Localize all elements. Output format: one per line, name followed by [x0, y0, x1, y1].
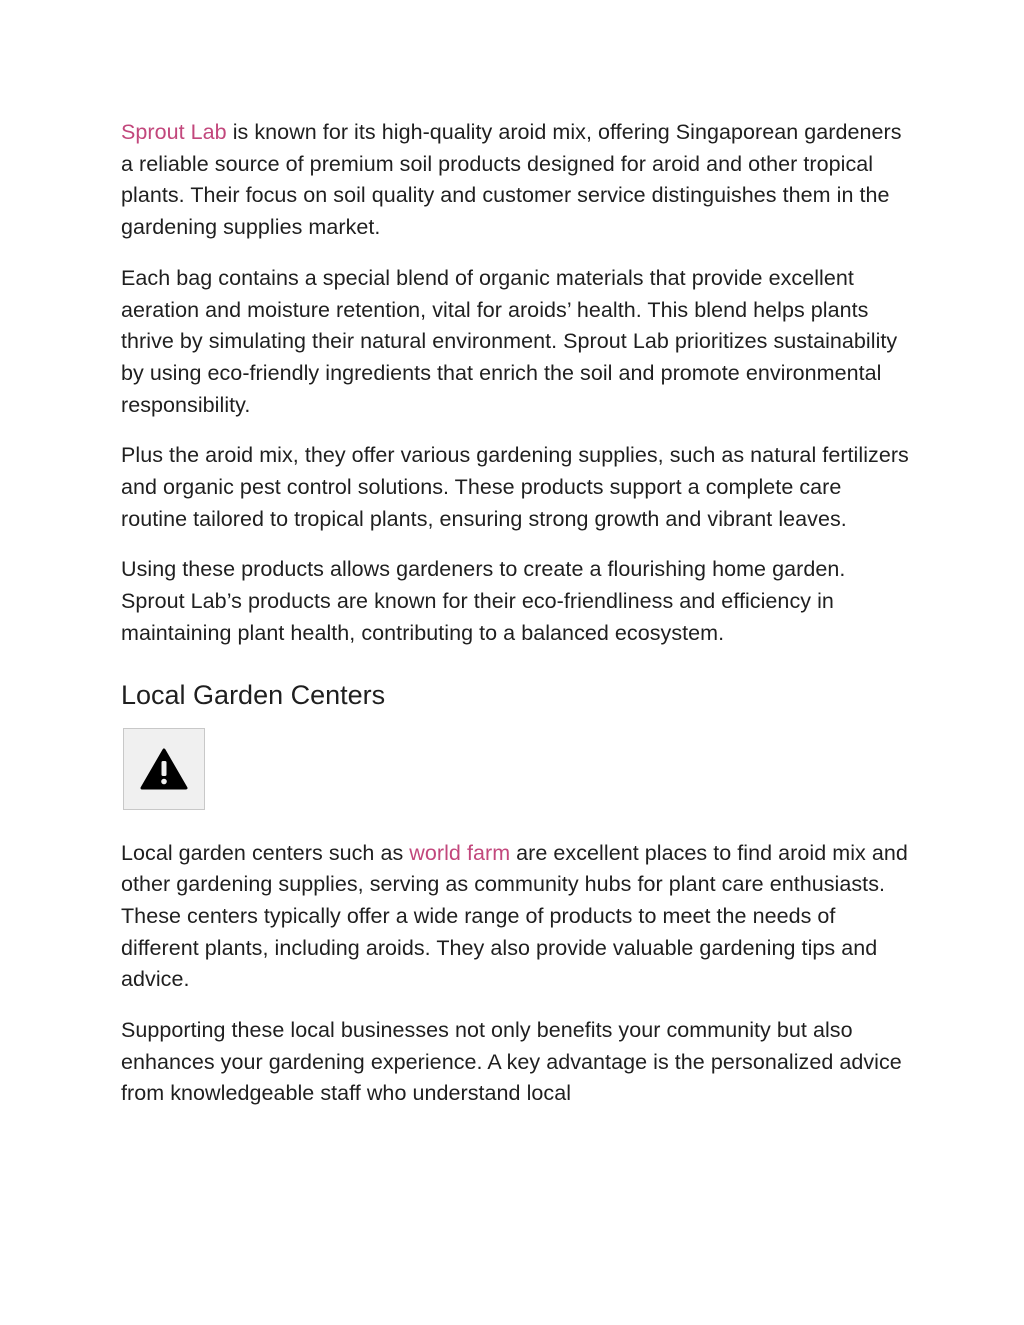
paragraph-text: is known for its high-quality aroid mix, offering Singaporean gardeners a reliable source of premium soil products designed for aroid and other tropical plants. Their focus on soil quality and customer service distinguishes them in the gardening supplies market. — [121, 120, 902, 240]
paragraph-text: are excellent places to find aroid mix and other gardening supplies, serving as community hubs for plant care enthusiasts. These centers typically offer a wide range of products to meet the needs of different plants, including aroids. They also provide valuable gardening tips and advice. — [121, 840, 908, 992]
paragraph-home-garden: Using these products allows gardeners to create a flourishing home garden. Sprout Lab’s products are known for their eco-friendliness and efficiency in maintaining plant health, contributing to a balanced ecosystem. — [121, 557, 846, 645]
paragraph-sprout-lab-intro — [121, 117, 911, 244]
paragraph-text: Local garden centers such as — [121, 840, 410, 865]
broken-image-placeholder — [123, 728, 205, 810]
world-farm-link[interactable]: world farm — [409, 840, 511, 865]
article-body — [121, 117, 911, 1110]
paragraph-blend: Each bag contains a special blend of organic materials that provide excellent aeration and moisture retention, vital for aroids’ health. This blend helps plants thrive by simulating their natural environment. Sprout Lab prioritizes sustainability by using eco-friendly ingredients that enrich the soil and promote environmental responsibility. — [121, 265, 898, 417]
paragraph-supporting-local: Supporting these local businesses not only benefits your community but also enhances your gardening experience. A key advantage is the personalized advice from knowledgeable staff who understand local — [121, 1018, 902, 1106]
section-heading: Local Garden Centers — [121, 679, 386, 710]
sprout-lab-link[interactable]: Sprout Lab — [121, 120, 227, 144]
paragraph-supplies: Plus the aroid mix, they offer various gardening supplies, such as natural fertilizers and organic pest control solutions. These products support a complete care routine tailored to tropical plants, ensuring strong growth and vibrant leaves. — [121, 443, 909, 531]
paragraph-local-garden-centers — [121, 838, 911, 997]
warning-icon — [140, 748, 188, 790]
